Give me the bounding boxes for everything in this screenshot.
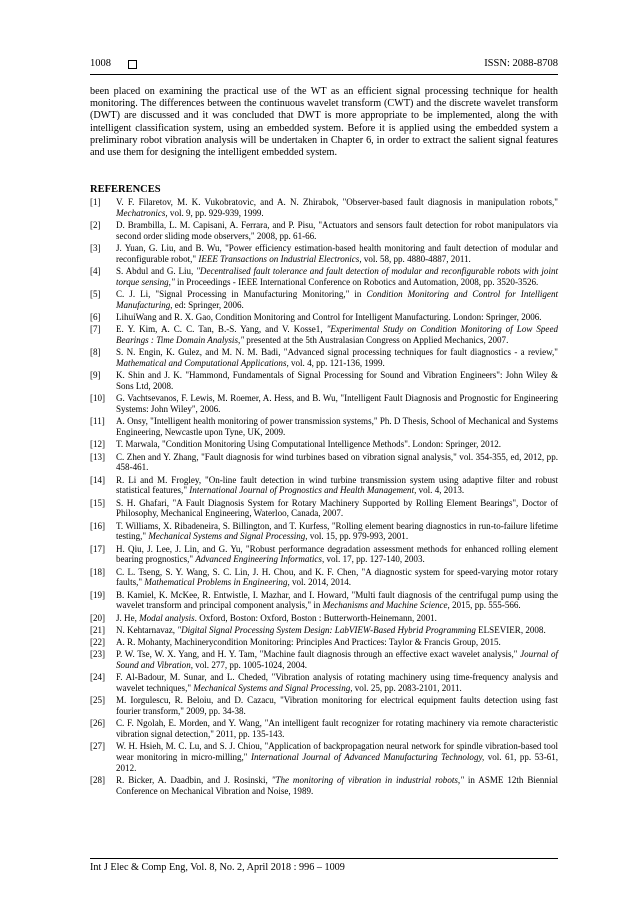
- reference-item: [90, 289, 558, 310]
- reference-item: [90, 718, 558, 739]
- reference-text: S. Abdul and G. Liu, "Decentralised fault tolerance and fault detection of modular and reconfigurable robots with joint torque sensing," in Proceedings - IEEE International Conference on Robotics and Automation, 2008, pp. 3520-3526.: [116, 266, 559, 287]
- reference-number: [9]: [90, 370, 101, 381]
- reference-text: S. N. Engin, K. Gulez, and M. N. M. Badi, "Advanced signal processing techniques for fault diagnostics - a review," Mathematical and Computational Applications, vol. 4, pp. 121-136, 1999.: [116, 347, 558, 368]
- reference-text: T. Williams, X. Ribadeneira, S. Billington, and T. Kurfess, "Rolling element bearing diagnostics in run-to-failure lifetime testing," Mechanical Systems and Signal Processing, vol. 15, pp. 979-993, 2001.: [116, 520, 558, 542]
- reference-item: [90, 220, 558, 241]
- reference-number: [7]: [90, 324, 101, 335]
- reference-number: [6]: [90, 312, 101, 322]
- reference-item: [90, 775, 558, 796]
- reference-text: C. Zhen and Y. Zhang, "Fault diagnosis for wind turbines based on vibration signal analysis," vol. 354-355, ed, 2012, pp. 458-461.: [116, 451, 558, 473]
- reference-number: [2]: [90, 220, 101, 230]
- footer-divider: [90, 858, 558, 859]
- reference-item: [90, 590, 558, 611]
- page-header: [90, 58, 558, 74]
- reference-text: H. Qiu, J. Lee, J. Lin, and G. Yu, "Robust performance degradation assessment methods for enhanced rolling element bearing prognostics," Advanced Engineering Informatics, vol. 17, pp. 127-140, 2003.: [116, 543, 558, 565]
- reference-text: K. Shin and J. K. "Hammond, Fundamentals of Signal Processing for Sound and Vibration Engineers": John Wiley & Sons Ltd, 2008.: [116, 370, 558, 391]
- reference-item: [90, 741, 558, 773]
- reference-item: [90, 475, 558, 496]
- reference-item: [90, 370, 558, 391]
- issn-label: ISSN: 2088-8708: [484, 58, 558, 69]
- reference-text: C. L. Tseng, S. Y. Wang, S. C. Lin, J. H. Chou, and K. F. Chen, "A diagnostic system for speed-varying motor rotary faults," Mathematical Problems in Engineering, vol. 2014, 2014.: [116, 566, 558, 588]
- reference-number: [1]: [90, 197, 101, 207]
- reference-item: [90, 625, 558, 636]
- reference-text: P. W. Tse, W. X. Yang, and H. Y. Tam, "Machine fault diagnosis through an effective exact wavelet analysis," Journal of Sound and Vibration, vol. 277, pp. 1005-1024, 2004.: [116, 649, 558, 671]
- references-list: [90, 197, 558, 798]
- page-footer: Int J Elec & Comp Eng, Vol. 8, No. 2, April 2018 : 996 – 1009: [90, 862, 345, 873]
- reference-text: D. Brambilla, L. M. Capisani, A. Ferrara, and P. Pisu, "Actuators and sensors fault detection for robot manipulators via second order sliding mode observers," 2008, pp. 61-66.: [116, 220, 558, 241]
- header-divider: [90, 74, 558, 75]
- reference-item: [90, 347, 558, 368]
- reference-text: T. Marwala, "Condition Monitoring Using Computational Intelligence Methods". London: Springer, 2012.: [116, 439, 502, 450]
- reference-item: [90, 672, 558, 693]
- reference-text: M. Iorgulescu, R. Beloiu, and D. Cazacu, "Vibration monitoring for electrical equipment faults detection using fast fourier transform," 2009, pp. 34-38.: [116, 695, 558, 717]
- reference-item: [90, 266, 558, 287]
- reference-text: LihuiWang and R. X. Gao, Condition Monitoring and Control for Intelligent Manufacturing. London: Springer, 2006.: [116, 312, 542, 322]
- reference-text: G. Vachtsevanos, F. Lewis, M. Roemer, A. Hess, and B. Wu, "Intelligent Fault Diagnosis and Prognostic for Engineering Systems: John Wiley", 2006.: [116, 393, 558, 414]
- reference-text: C. J. Li, "Signal Processing in Manufacturing Monitoring," in Condition Monitoring and Control for Intelligent Manufacturing, ed: Springer, 2006.: [116, 289, 558, 310]
- reference-item: [90, 416, 558, 437]
- reference-number: [26]: [90, 718, 106, 729]
- reference-text: E. Y. Kim, A. C. C. Tan, B.-S. Yang, and V. Kosse1, "Experimental Study on Condition Monitoring of Low Speed Bearings : Time Domain Analysis," presented at the 5th Australasian Congress on Applied Mechanics, 2007.: [116, 324, 558, 345]
- reference-text: C. F. Ngolah, E. Morden, and Y. Wang, "An intelligent fault recognizer for rotating machinery via remote characteristic vibration signal detection," 2011, pp. 135-143.: [116, 718, 558, 740]
- body-paragraph: been placed on examining the practical use of the WT as an efficient signal processing technique for health monitoring. The differences between the continuous wavelet transform (CWT) and the discrete wavelet transform (DWT) are discussed and it was concluded that DWT is more appropriate to be implemented, along the with intelligent classification system, using an embedded system. Before it is applied using the embedded system a preliminary robot vibration analysis will be undertaken in Chapter 6, in order to extract the salient signal features and use them for designing the intelligent embedded system.: [90, 86, 558, 159]
- reference-number: [21]: [90, 624, 106, 635]
- reference-number: [5]: [90, 289, 101, 299]
- reference-item: [90, 498, 558, 519]
- reference-item: [90, 243, 558, 264]
- reference-text: R. Li and M. Frogley, "On-line fault detection in wind turbine transmission system using adaptive filter and robust statistical features," International Journal of Prognostics and Health Management, vol. 4, 2013.: [116, 474, 558, 496]
- reference-number: [24]: [90, 672, 106, 683]
- reference-number: [12]: [90, 439, 106, 450]
- reference-number: [15]: [90, 497, 106, 508]
- reference-item: [90, 613, 558, 624]
- reference-number: [3]: [90, 243, 101, 253]
- square-icon: [128, 60, 137, 69]
- reference-text: N. Kehtarnavaz, "Digital Signal Processing System Design: LabVIEW-Based Hybrid Programming ELSEVIER, 2008.: [116, 624, 546, 635]
- reference-number: [14]: [90, 474, 106, 485]
- reference-number: [27]: [90, 741, 106, 752]
- reference-item: [90, 695, 558, 716]
- reference-number: [19]: [90, 589, 106, 600]
- reference-text: A. Onsy, "Intelligent health monitoring of power transmission systems," Ph. D Thesis, School of Mechanical and Systems Engineering, Newcastle upon Tyne, UK, 2009.: [116, 416, 558, 437]
- reference-text: V. F. Filaretov, M. K. Vukobratovic, and A. N. Zhirabok, "Observer-based fault diagnosis in manipulation robots," Mechatronics, vol. 9, pp. 929-939, 1999.: [116, 197, 558, 218]
- reference-item: [90, 324, 558, 345]
- reference-number: [4]: [90, 266, 101, 276]
- reference-number: [23]: [90, 649, 106, 660]
- references-heading: REFERENCES: [90, 184, 161, 195]
- reference-item: [90, 567, 558, 588]
- reference-item: [90, 439, 558, 450]
- reference-text: S. H. Ghafari, "A Fault Diagnosis System for Rotary Machinery Supported by Rolling Element Bearings", Doctor of Philosophy, Mechanical Engineering, Waterloo, Canada, 2007.: [116, 497, 558, 519]
- reference-text: W. H. Hsieh, M. C. Lu, and S. J. Chiou, "Application of backpropagation neural network for spindle vibration-based tool wear monitoring in micro-milling," International Journal of Advanced Manufacturing Technology, vol. 61, pp. 53-61, 2012.: [116, 741, 559, 773]
- reference-number: [18]: [90, 566, 106, 577]
- reference-number: [11]: [90, 416, 105, 427]
- reference-text: R. Bicker, A. Daadbin, and J. Rosinski, "The monitoring of vibration in industrial robots," in ASME 12th Biennial Conference on Mechanical Vibration and Noise, 1989.: [116, 775, 558, 796]
- reference-number: [10]: [90, 393, 106, 404]
- reference-number: [25]: [90, 695, 106, 706]
- reference-item: [90, 452, 558, 473]
- page-number: 1008: [90, 58, 111, 69]
- reference-number: [20]: [90, 612, 106, 623]
- reference-text: J. He, Modal analysis. Oxford, Boston: Oxford, Boston : Butterworth-Heinemann, 2001.: [116, 612, 437, 623]
- reference-number: [13]: [90, 451, 106, 462]
- reference-text: B. Kamiel, K. McKee, R. Entwistle, I. Mazhar, and I. Howard, "Multi fault diagnosis of the centrifugal pump using the wavelet transform and principal component analysis," in Mechanisms and Machine Science, 2015, pp. 555-566.: [116, 589, 558, 611]
- reference-item: [90, 649, 558, 670]
- reference-number: [22]: [90, 637, 106, 648]
- reference-text: J. Yuan, G. Liu, and B. Wu, "Power efficiency estimation-based health monitoring and fault detection of modular and reconfigurable robot," IEEE Transactions on Industrial Electronics, vol. 58, pp. 4880-4887, 2011.: [116, 243, 558, 264]
- reference-text: A. R. Mohanty, Machinerycondition Monitoring: Principles And Practices: Taylor & Francis Group, 2015.: [116, 637, 501, 648]
- reference-text: F. Al-Badour, M. Sunar, and L. Cheded, "Vibration analysis of rotating machinery using time-frequency analysis and wavelet techniques," Mechanical Systems and Signal Processing, vol. 25, pp. 2083-2101, 2011.: [116, 672, 558, 694]
- reference-item: [90, 637, 558, 648]
- reference-item: [90, 197, 558, 218]
- reference-item: [90, 521, 558, 542]
- reference-number: [28]: [90, 775, 106, 786]
- reference-item: [90, 393, 558, 414]
- reference-item: [90, 312, 558, 323]
- reference-number: [8]: [90, 347, 101, 358]
- reference-item: [90, 544, 558, 565]
- reference-number: [16]: [90, 520, 106, 531]
- reference-number: [17]: [90, 543, 106, 554]
